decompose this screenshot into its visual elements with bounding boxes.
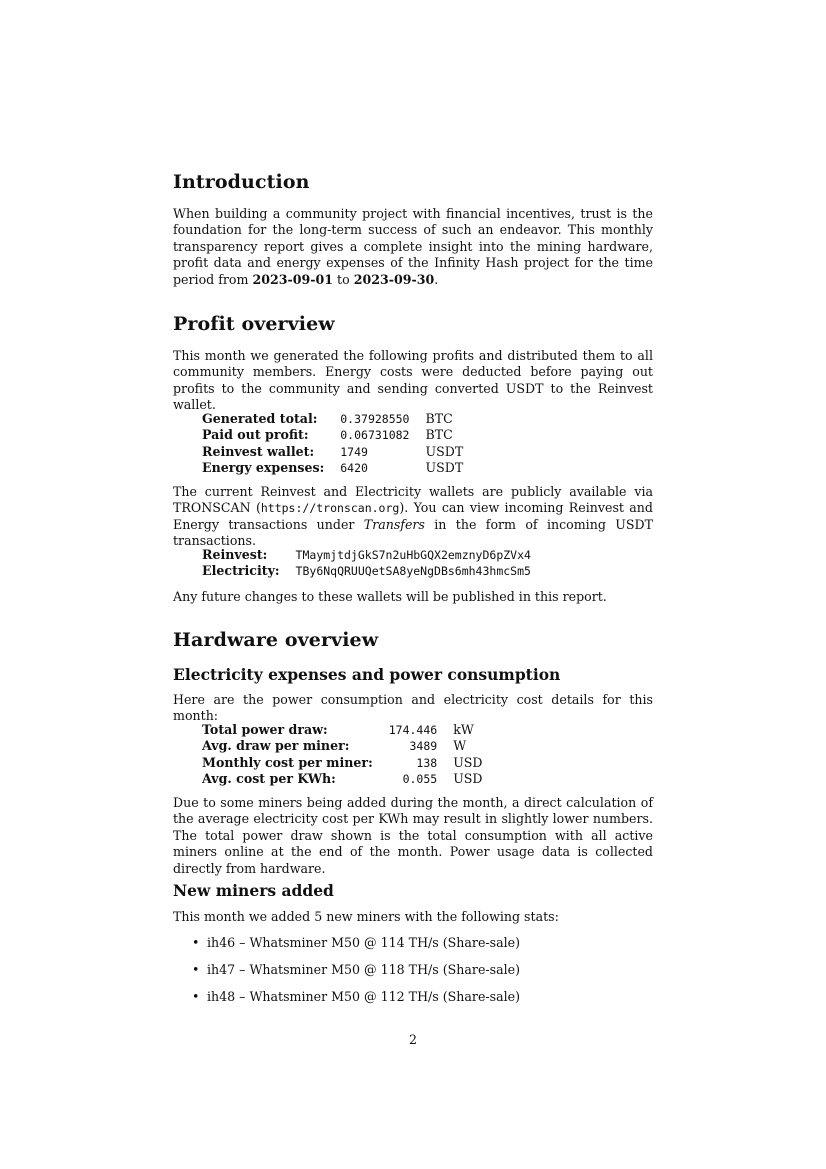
- profit-row: [202, 427, 463, 443]
- intro-text: When building a community project with financial incentives, trust is the foundation for the long-term success of such an endeavor. This monthly transparency report gives a complete insight into the mining hardware, profit data and energy expenses of the Infinity Hash project for the time period from: [173, 206, 653, 287]
- wallet-row: [202, 547, 531, 563]
- tronscan-link[interactable]: https://tronscan.org: [260, 501, 400, 516]
- power-value: 138: [416, 755, 438, 770]
- power-unit: USD: [453, 771, 483, 787]
- date-to: 2023-09-30: [353, 271, 435, 287]
- profit-table: [202, 411, 463, 477]
- future-changes-paragraph: Any future changes to these wallets will be published in this report.: [173, 589, 607, 604]
- new-miners-subheading: New miners added: [173, 881, 334, 900]
- bullet-icon: •: [192, 962, 200, 977]
- intro-to: to: [337, 271, 350, 287]
- new-miners-intro: This month we added 5 new miners with the following stats:: [173, 909, 559, 924]
- profit-label: Paid out profit:: [202, 427, 309, 443]
- profit-unit: BTC: [425, 411, 453, 426]
- power-row: [202, 738, 483, 754]
- profit-label: Generated total:: [202, 411, 318, 426]
- wallet-label: Electricity:: [202, 563, 280, 579]
- wallet-text-1: The current Reinvest and Electricity wallets are publicly available via TRONSCAN (: [173, 484, 653, 516]
- wallet-row: [202, 563, 531, 579]
- power-label: Total power draw:: [202, 722, 328, 737]
- profit-value: 1749: [340, 444, 368, 459]
- profit-row: [202, 411, 463, 427]
- power-value: 0.055: [402, 772, 438, 787]
- miner-entry: ih48 – Whatsminer M50 @ 112 TH/s (Share-sale): [207, 989, 521, 1004]
- power-unit: W: [453, 738, 467, 754]
- list-item: [190, 989, 520, 1016]
- wallet-table: [202, 547, 531, 580]
- profit-heading: Profit overview: [173, 313, 335, 335]
- wallet-label: Reinvest:: [202, 547, 268, 562]
- wallet-text-3: in the form of incoming USDT transactions.: [173, 516, 653, 549]
- profit-unit: USDT: [425, 460, 464, 476]
- date-from: 2023-09-01: [252, 271, 333, 287]
- profit-row: [202, 444, 463, 460]
- profit-row: [202, 460, 463, 476]
- wallet-text-2: ). You can view incoming Reinvest and Energy transactions under: [173, 500, 653, 532]
- power-row: [202, 755, 483, 771]
- electricity-intro: Here are the power consumption and electricity cost details for this month:: [173, 692, 653, 724]
- profit-label: Energy expenses:: [202, 460, 325, 476]
- profit-value: 0.37928550: [340, 412, 410, 426]
- wallet-address: TBy6NqQRUUQetSA8yeNgDBs6mh43hmcSm5: [295, 564, 531, 579]
- profit-label: Reinvest wallet:: [202, 443, 315, 459]
- power-row: [202, 771, 483, 787]
- power-label: Monthly cost per miner:: [202, 754, 373, 770]
- list-item: [190, 935, 520, 962]
- profit-unit: USDT: [425, 443, 464, 459]
- transfers-term: Transfers: [363, 516, 425, 532]
- power-note-paragraph: Due to some miners being added during the month, a direct calculation of the average electricity cost per KWh may result in slightly lower numbers. The total power draw shown is the total consumption with all active miners online at the end of the month. Power usage data is collected directly from hardware.: [173, 795, 653, 876]
- profit-value: 0.06731082: [340, 428, 410, 443]
- bullet-icon: •: [192, 989, 200, 1004]
- power-row: [202, 722, 483, 738]
- intro-period: .: [434, 271, 439, 287]
- miner-entry: ih47 – Whatsminer M50 @ 118 TH/s (Share-sale): [207, 962, 521, 977]
- bullet-icon: •: [192, 935, 200, 950]
- electricity-subheading: Electricity expenses and power consumption: [173, 665, 561, 684]
- power-label: Avg. cost per KWh:: [202, 771, 336, 787]
- intro-heading: Introduction: [173, 171, 310, 193]
- wallet-address: TMaymjtdjGkS7n2uHbGQX2emznyD6pZVx4: [295, 548, 531, 562]
- miner-entry: ih46 – Whatsminer M50 @ 114 TH/s (Share-sale): [207, 935, 521, 950]
- profit-paragraph: This month we generated the following profits and distributed them to all community members. Energy costs were deducted before paying out profits to the community and sending converted USDT to the Reinvest wallet.: [173, 348, 653, 413]
- power-unit: kW: [453, 722, 474, 737]
- power-table: [202, 722, 483, 788]
- power-value: 174.446: [388, 723, 438, 737]
- power-value: 3489: [409, 739, 438, 754]
- intro-paragraph: [173, 206, 653, 288]
- list-item: [190, 962, 520, 989]
- power-unit: USD: [453, 754, 483, 770]
- page-number: 2: [408, 1032, 417, 1047]
- hardware-heading: Hardware overview: [173, 629, 379, 651]
- power-label: Avg. draw per miner:: [202, 738, 350, 754]
- wallet-paragraph: [173, 484, 653, 550]
- profit-unit: BTC: [425, 427, 453, 443]
- profit-value: 6420: [340, 461, 368, 476]
- new-miners-list: [190, 935, 520, 1016]
